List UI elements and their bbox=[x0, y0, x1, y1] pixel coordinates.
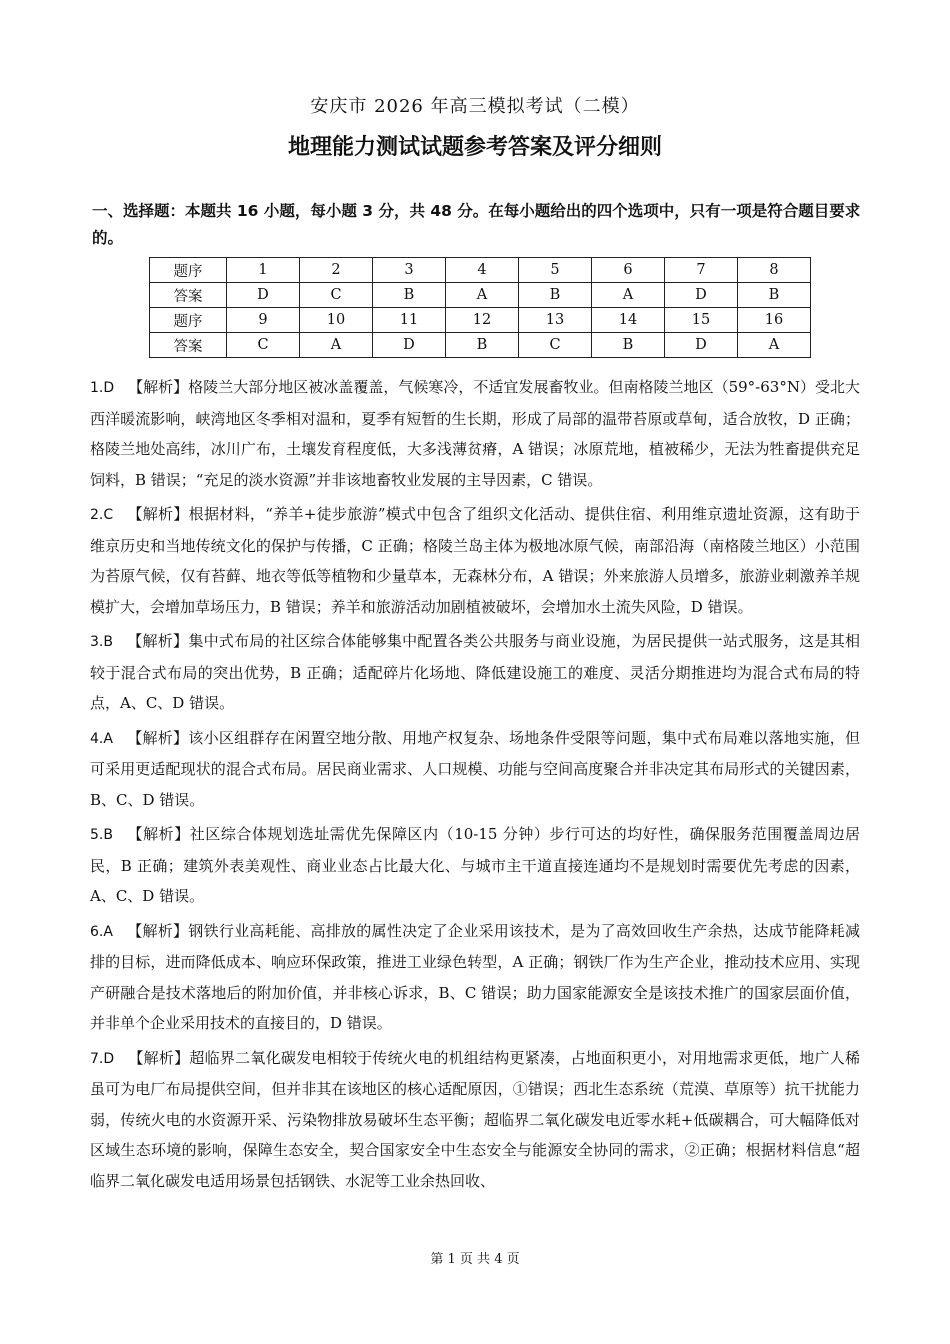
row-label: 答案 bbox=[150, 283, 227, 308]
table-cell: 15 bbox=[665, 308, 738, 333]
explanation-item bbox=[90, 626, 860, 719]
question-answer-label: 7.D bbox=[90, 1050, 115, 1067]
table-cell: C bbox=[300, 283, 373, 308]
document-title: 地理能力测试试题参考答案及评分细则 bbox=[287, 135, 662, 160]
answer-table-row bbox=[150, 333, 811, 358]
table-cell: B bbox=[373, 283, 446, 308]
explanation-item bbox=[90, 916, 860, 1039]
explanation-item bbox=[90, 372, 860, 495]
explanation-text: 【解析】社区综合体规划选址需优先保障区内（10-15 分钟）步行可达的均好性，确保服务范围覆盖周边居民，B 正确；建筑外表美观性、商业业态占比最大化、与城市主干道直接连通均不是规划时需要优先考虑的因素，A、C、D 错误。 bbox=[90, 825, 860, 905]
question-answer-label: 4.A bbox=[90, 730, 113, 747]
question-answer-label: 2.C bbox=[90, 507, 114, 523]
answer-table-row bbox=[150, 258, 811, 283]
explanation-text: 【解析】集中式布局的社区综合体能够集中配置各类公共服务与商业设施，为居民提供一站式服务，这是其相较于混合式布局的突出优势，B 正确；适配碎片化场地、降低建设施工的难度、灵活分期推进均为混合式布局的特点，A、C、D 错误。 bbox=[90, 632, 860, 712]
page-footer: 第 1 页 共 4 页 bbox=[430, 1252, 520, 1267]
table-cell: 6 bbox=[592, 258, 665, 283]
table-cell: 7 bbox=[665, 258, 738, 283]
explanation-item bbox=[90, 723, 860, 816]
table-cell: B bbox=[592, 333, 665, 358]
table-cell: 9 bbox=[227, 308, 300, 333]
answer-table-row bbox=[150, 283, 811, 308]
exam-title: 安庆市 2026 年高三模拟考试（二模） bbox=[310, 96, 640, 117]
explanation-item bbox=[90, 1043, 860, 1197]
row-label: 答案 bbox=[150, 333, 227, 358]
table-cell: 16 bbox=[738, 308, 811, 333]
question-answer-label: 3.B bbox=[90, 634, 113, 650]
table-cell: 12 bbox=[446, 308, 519, 333]
section-heading: 一、选择题：本题共 16 小题，每小题 3 分，共 48 分。在每小题给出的四个选项中，只有一项是符合题目要求的。 bbox=[92, 202, 861, 247]
table-cell: 2 bbox=[300, 258, 373, 283]
explanation-item bbox=[90, 499, 860, 622]
row-label: 题序 bbox=[150, 308, 227, 333]
table-cell: A bbox=[300, 333, 373, 358]
table-cell: 5 bbox=[519, 258, 592, 283]
answer-table bbox=[149, 257, 811, 358]
question-answer-label: 1.D bbox=[90, 380, 115, 396]
question-answer-label: 6.A bbox=[90, 923, 113, 940]
table-cell: C bbox=[227, 333, 300, 358]
table-cell: 10 bbox=[300, 308, 373, 333]
table-cell: 11 bbox=[373, 308, 446, 333]
table-cell: 14 bbox=[592, 308, 665, 333]
question-answer-label: 5.B bbox=[90, 827, 113, 843]
table-cell: D bbox=[227, 283, 300, 308]
table-cell: 1 bbox=[227, 258, 300, 283]
table-cell: D bbox=[665, 283, 738, 308]
table-cell: A bbox=[738, 333, 811, 358]
explanation-text: 【解析】该小区组群存在闲置空地分散、用地产权复杂、场地条件受限等问题，集中式布局难以落地实施，但可采用更适配现状的混合式布局。居民商业需求、人口规模、功能与空间高度聚合并非决定其布局形式的关键因素，B、C、D 错误。 bbox=[90, 728, 860, 809]
table-cell: B bbox=[738, 283, 811, 308]
explanation-text: 【解析】根据材料，“养羊+徒步旅游”模式中包含了组织文化活动、提供住宿、利用维京遗址资源，这有助于维京历史和当地传统文化的保护与传播，C 正确；格陵兰岛主体为极地冰原气候，南部沿海（南格陵兰地区）小范围为苔原气候，仅有苔藓、地衣等低等植物和少量草本，无森林分布，A 错误；外来旅游人员增多，旅游业刺激养羊规模扩大，会增加草场压力，B 错误；养羊和旅游活动加剧植被破坏，会增加水土流失风险，D 错误。 bbox=[90, 505, 860, 616]
table-cell: C bbox=[519, 333, 592, 358]
table-cell: 4 bbox=[446, 258, 519, 283]
explanation-text: 【解析】格陵兰大部分地区被冰盖覆盖，气候寒冷，不适宜发展畜牧业。但南格陵兰地区（59°-63°N）受北大西洋暖流影响，峡湾地区冬季相对温和，夏季有短暂的生长期，形成了局部的温带苔原或草甸，适合放牧，D 正确；格陵兰地处高纬，冰川广布，土壤发育程度低，大多浅薄贫瘠，A 错误；冰原荒地，植被稀少，无法为牲畜提供充足饲料，B 错误；“充足的淡水资源”并非该地畜牧业发展的主导因素，C 错误。 bbox=[90, 378, 860, 489]
table-cell: D bbox=[665, 333, 738, 358]
explanations-list bbox=[90, 372, 860, 1200]
answer-table-row bbox=[150, 308, 811, 333]
table-cell: B bbox=[446, 333, 519, 358]
explanation-item bbox=[90, 819, 860, 912]
table-cell: D bbox=[373, 333, 446, 358]
row-label: 题序 bbox=[150, 258, 227, 283]
table-cell: A bbox=[446, 283, 519, 308]
table-cell: 3 bbox=[373, 258, 446, 283]
table-cell: A bbox=[592, 283, 665, 308]
explanation-text: 【解析】钢铁行业高耗能、高排放的属性决定了企业采用该技术，是为了高效回收生产余热，达成节能降耗减排的目标，进而降低成本、响应环保政策，推进工业绿色转型，A 正确；钢铁厂作为生产企业，推动技术应用、实现产研融合是技术落地后的附加价值，并非核心诉求，B、C 错误；助力国家能源安全是该技术推广的国家层面价值，并非单个企业采用技术的直接目的，D 错误。 bbox=[90, 921, 860, 1032]
table-cell: B bbox=[519, 283, 592, 308]
table-cell: 13 bbox=[519, 308, 592, 333]
explanation-text: 【解析】超临界二氧化碳发电相较于传统火电的机组结构更紧凑，占地面积更小，对用地需求更低，地广人稀虽可为电厂布局提供空间，但并非其在该地区的核心适配原因，①错误；西北生态系统（荒漠、草原等）抗干扰能力弱，传统火电的水资源开采、污染物排放易破坏生态平衡；超临界二氧化碳发电近零水耗+低碳耦合，可大幅降低对区域生态环境的影响，保障生态安全，契合国家安全中生态安全与能源安全协同的需求，②正确；根据材料信息“超临界二氧化碳发电适用场景包括钢铁、水泥等工业余热回收、 bbox=[90, 1048, 860, 1190]
table-cell: 8 bbox=[738, 258, 811, 283]
